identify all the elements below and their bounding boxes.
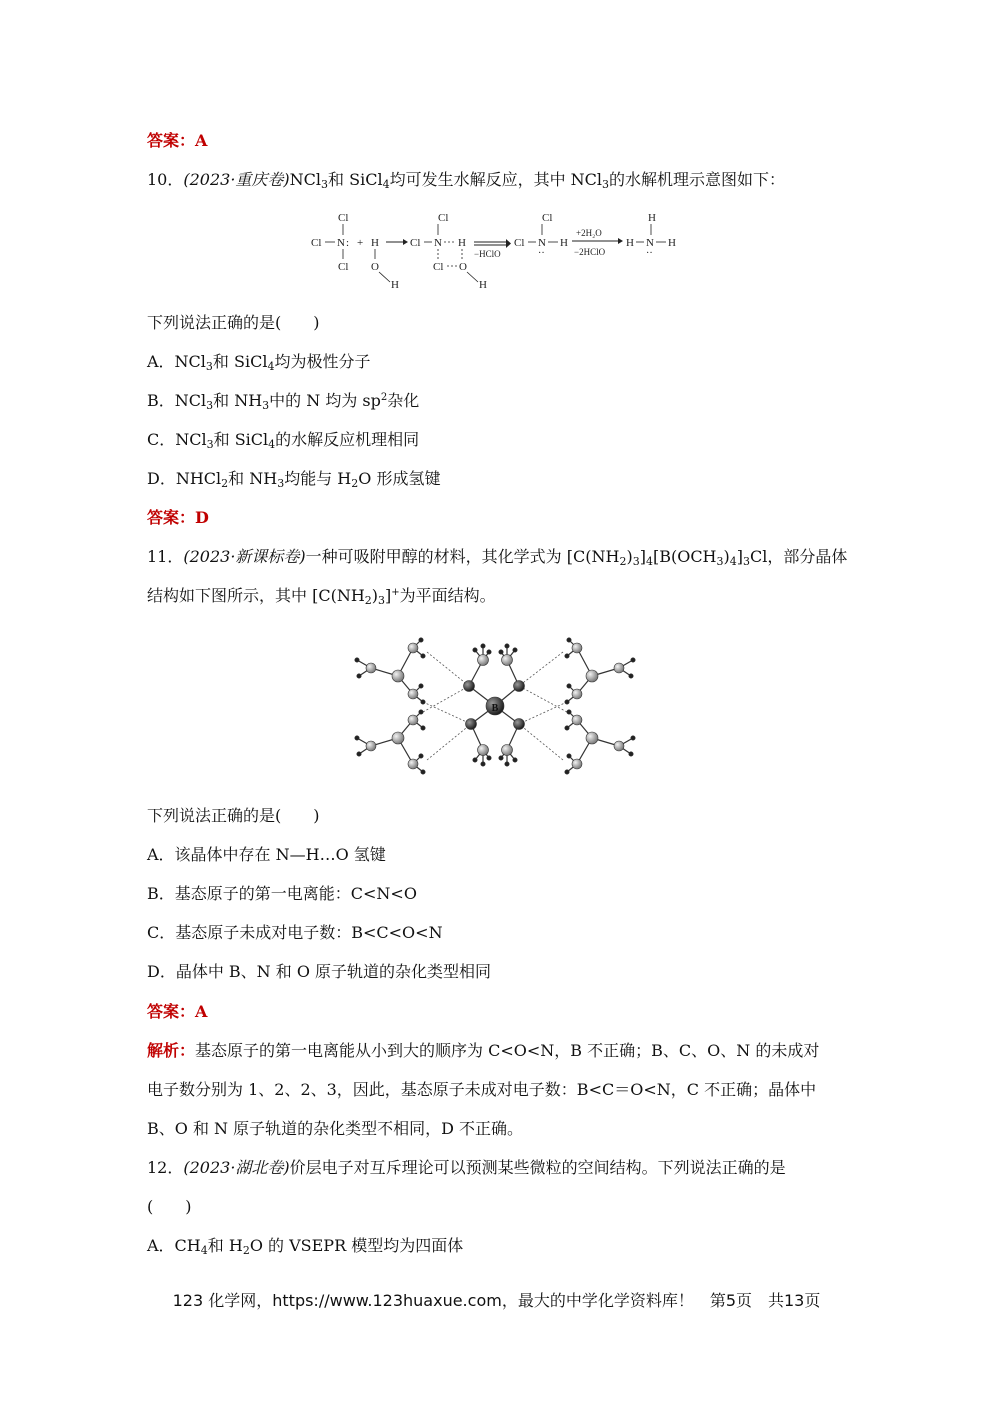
svg-text:H: H <box>648 212 656 224</box>
hydrogen-atom <box>487 756 491 760</box>
bond <box>519 724 563 760</box>
svg-text:−2HClO: −2HClO <box>574 247 606 257</box>
bond <box>519 652 563 686</box>
svg-text:··: ·· <box>538 248 545 259</box>
hydrogen-atom <box>565 726 569 730</box>
option-c[interactable]: C．基态原子未成对电子数：B<C<O<N <box>147 923 443 942</box>
hydrogen-atom <box>421 726 425 730</box>
svg-text:Cl: Cl <box>438 212 449 224</box>
svg-text:Cl: Cl <box>514 237 525 249</box>
crystal-structure-figure <box>350 630 640 778</box>
svg-text:H: H <box>458 237 466 249</box>
hydrogen-atom <box>565 654 569 658</box>
hydrogen-atom <box>567 684 571 688</box>
svg-text::: : <box>346 237 350 249</box>
question-12-paren: ( ) <box>147 1197 192 1216</box>
hydrogen-atom <box>473 648 477 652</box>
oxygen-atom <box>514 681 525 692</box>
nitrogen-atom <box>366 663 376 673</box>
hydrogen-atom <box>473 758 477 762</box>
oxygen-atom <box>466 719 477 730</box>
hydrogen-atom <box>355 736 359 740</box>
hydrogen-atom <box>499 650 503 654</box>
analysis-line-3: B、O 和 N 原子轨道的杂化类型不相同，D 不正确。 <box>147 1119 524 1138</box>
question-12-stem: 12．(2023·湖北卷)价层电子对互斥理论可以预测某些微粒的空间结构。下列说法正确的是 <box>147 1158 786 1177</box>
svg-text:H: H <box>668 237 676 249</box>
svg-text:N: N <box>538 237 546 249</box>
hydrogen-atom <box>355 658 359 662</box>
hydrogen-atom <box>629 674 633 678</box>
carbon-atom <box>478 745 489 756</box>
carbon-atom <box>392 732 404 744</box>
nitrogen-atom <box>366 741 376 751</box>
nitrogen-atom <box>572 715 582 725</box>
svg-text:Cl: Cl <box>542 212 553 224</box>
svg-text:H: H <box>560 237 568 249</box>
hydrogen-atom <box>631 736 635 740</box>
answer-line: 答案：A <box>147 1002 208 1021</box>
hydrogen-atom <box>505 644 509 648</box>
answer-line: 答案：A <box>147 131 208 150</box>
page-footer: 123 化学网，https://www.123huaxue.com，最大的中学化学资料库！ 第5页 共13页 <box>172 1291 821 1310</box>
bond <box>423 686 469 712</box>
carbon-atom <box>502 655 513 666</box>
nitrogen-atom <box>408 689 418 699</box>
nitrogen-atom <box>572 759 582 769</box>
option-c[interactable]: C．NCl$_3$和 SiCl$_4$的水解反应机理相同 <box>147 430 420 451</box>
bond <box>519 702 567 724</box>
svg-text:+2H₂O: +2H₂O <box>576 228 602 238</box>
nitrogen-atom <box>408 715 418 725</box>
carbon-atom <box>586 732 598 744</box>
svg-text:Cl: Cl <box>338 261 349 273</box>
hydrogen-atom <box>419 638 423 642</box>
bond <box>427 652 469 686</box>
hydrogen-atom <box>481 762 485 766</box>
question-10-prompt: 下列说法正确的是( ) <box>147 313 320 332</box>
option-b[interactable]: B．基态原子的第一电离能：C<N<O <box>147 884 417 903</box>
svg-text:Cl: Cl <box>338 212 349 224</box>
analysis-line-1: 解析：基态原子的第一电离能从小到大的顺序为 C<O<N，B 不正确；B、C、O、N 的未成对 <box>147 1041 820 1060</box>
question-11-stem-line2: 结构如下图所示，其中 $[C(NH_2)_3]^+$为平面结构。 <box>147 586 496 607</box>
svg-text:Cl: Cl <box>433 261 444 273</box>
svg-text:H: H <box>371 237 379 249</box>
question-10-stem: 10．(2023·重庆卷)NCl$_3$和 SiCl$_4$均可发生水解反应，其中 NCl$_3$的水解机理示意图如下： <box>147 170 786 191</box>
question-11-prompt: 下列说法正确的是( ) <box>147 806 320 825</box>
boron-label: B <box>491 703 499 714</box>
hydrogen-atom <box>513 758 517 762</box>
bond <box>519 686 567 712</box>
svg-text:N: N <box>646 237 654 249</box>
bond <box>427 724 471 760</box>
option-d[interactable]: D．NHCl$_2$和 $NH_3$均能与 $H_2O$ 形成氢键 <box>147 469 441 490</box>
nitrogen-atom <box>408 643 418 653</box>
hydrogen-atom <box>419 710 423 714</box>
carbon-atom <box>392 670 404 682</box>
oxygen-atom <box>464 681 475 692</box>
option-a[interactable]: A．$CH_4$和 $H_2O$ 的 VSEPR 模型均为四面体 <box>147 1236 464 1257</box>
hydrogen-atom <box>505 762 509 766</box>
hydrogen-atom <box>629 752 633 756</box>
svg-text:H: H <box>391 279 399 291</box>
nitrogen-atom <box>614 741 624 751</box>
ncl3-hydrolysis-scheme <box>308 206 698 292</box>
hydrogen-atom <box>513 648 517 652</box>
svg-text:Cl: Cl <box>311 237 322 249</box>
nitrogen-atom <box>572 643 582 653</box>
svg-text:N: N <box>434 237 442 249</box>
hydrogen-atom <box>567 710 571 714</box>
hydrogen-atom <box>421 654 425 658</box>
option-b[interactable]: B．NCl$_3$和 $NH_3$中的 N 均为 $sp^2$杂化 <box>147 391 420 412</box>
question-11-stem: 11．(2023·新课标卷)一种可吸附甲醇的材料，其化学式为 $[C(NH_2)_3]_4[B(OCH_3)_4]_3Cl$，部分晶体 <box>147 547 848 568</box>
hydrogen-atom <box>421 700 425 704</box>
hydrogen-atom <box>419 684 423 688</box>
bond <box>423 702 471 724</box>
hydrogen-atom <box>481 644 485 648</box>
svg-text:−HClO: −HClO <box>474 249 501 259</box>
nitrogen-atom <box>614 663 624 673</box>
svg-text:H: H <box>479 279 487 291</box>
nitrogen-atom <box>572 689 582 699</box>
svg-text:O: O <box>371 261 379 273</box>
svg-text:O: O <box>459 261 467 273</box>
hydrogen-atom <box>421 770 425 774</box>
hydrogen-atom <box>357 674 361 678</box>
hydrogen-atom <box>565 700 569 704</box>
option-a[interactable]: A．NCl$_3$和 SiCl$_4$均为极性分子 <box>147 352 371 373</box>
svg-text:··: ·· <box>646 248 653 259</box>
carbon-atom <box>502 745 513 756</box>
hydrogen-atom <box>567 754 571 758</box>
hydrogen-atom <box>499 756 503 760</box>
oxygen-atom <box>514 719 525 730</box>
svg-text:N: N <box>337 237 345 249</box>
option-d[interactable]: D．晶体中 B、N 和 O 原子轨道的杂化类型相同 <box>147 962 492 981</box>
carbon-atom <box>586 670 598 682</box>
hydrogen-atom <box>357 752 361 756</box>
hydrogen-atom <box>487 650 491 654</box>
hydrogen-atom <box>565 770 569 774</box>
svg-text:+: + <box>357 237 364 249</box>
hydrogen-atom <box>567 638 571 642</box>
option-a[interactable]: A．该晶体中存在 N—H…O 氢键 <box>147 845 386 864</box>
svg-text:Cl: Cl <box>410 237 421 249</box>
answer-line: 答案：D <box>147 508 209 527</box>
svg-text:H: H <box>626 237 634 249</box>
analysis-line-2: 电子数分别为 1、2、2、3，因此，基态原子未成对电子数：B<C＝O<N，C 不正确；晶体中 <box>147 1080 817 1099</box>
nitrogen-atom <box>408 759 418 769</box>
hydrogen-atom <box>631 658 635 662</box>
hydrogen-atom <box>419 754 423 758</box>
carbon-atom <box>478 655 489 666</box>
